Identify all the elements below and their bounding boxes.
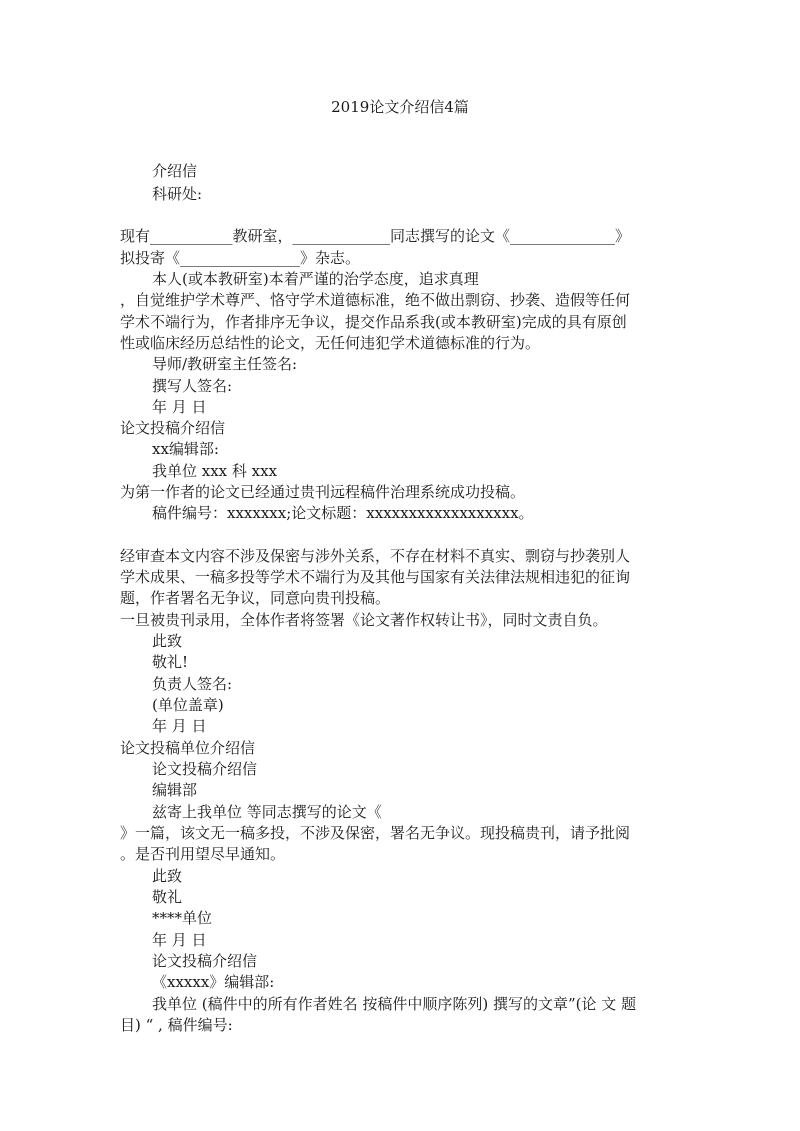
section-heading: 论文投稿介绍信 xyxy=(152,952,258,970)
text-line: (单位盖章) xyxy=(152,696,224,714)
text-line: 年 月 日 xyxy=(152,931,207,949)
text-line: 年 月 日 xyxy=(152,398,207,416)
text-line: 年 月 日 xyxy=(152,717,207,735)
text-line: 导师/教研室主任签名: xyxy=(152,355,298,373)
text-line: 此致 xyxy=(152,632,183,650)
text-line: 拟投寄《________________》杂志。 xyxy=(120,249,361,267)
text-line: 论文投稿介绍信 xyxy=(152,760,258,778)
text-line: 科研处: xyxy=(152,185,203,203)
text-line: xx编辑部: xyxy=(152,440,219,458)
text-line: 学术不端行为，作者排序无争议，提交作品系我(或本教研室)完成的具有原创 xyxy=(120,313,627,331)
text-line: 题，作者署名无争议，同意向贵刊投稿。 xyxy=(120,589,391,607)
text-line: 敬礼! xyxy=(152,653,189,671)
text-line: 介绍信 xyxy=(152,162,198,180)
text-line: 我单位 xxx 科 xxx xyxy=(152,462,278,480)
text-line: 一旦被贵刊录用，全体作者将签署《论文著作权转让书》，同时文责自负。 xyxy=(120,611,608,629)
text-line: 编辑部 xyxy=(152,781,198,799)
text-line: 学术成果、一稿多投等学术不端行为及其他与国家有关法律法规相违犯的征询 xyxy=(120,568,631,586)
text-line: 兹寄上我单位 等同志撰写的论文《 xyxy=(152,803,382,821)
document-title: 2019论文介绍信4篇 xyxy=(331,98,469,116)
text-line: 现有___________教研室，_____________同志撰写的论文《______________》 xyxy=(120,227,631,245)
text-line: 稿件编号：xxxxxxx;论文标题：xxxxxxxxxxxxxxxxxx。 xyxy=(152,504,534,522)
text-line: 为第一作者的论文已经通过贵刊远程稿件治理系统成功投稿。 xyxy=(120,483,526,501)
text-line: 目) “ , 稿件编号: xyxy=(120,1016,233,1034)
text-line: 撰写人签名: xyxy=(152,377,233,395)
text-line: 经审查本文内容不涉及保密与涉外关系，不存在材料不真实、剽窃与抄袭别人 xyxy=(120,547,631,565)
text-line: 敬礼 xyxy=(152,888,183,906)
text-line: 《xxxxx》编辑部: xyxy=(152,973,275,991)
text-line: 。是否刊用望尽早通知。 xyxy=(120,845,286,863)
text-line: 本人(或本教研室)本着严谨的治学态度，追求真理 xyxy=(152,270,479,288)
text-line: 性或临床经历总结性的论文，无任何违犯学术道德标准的行为。 xyxy=(120,334,541,352)
text-line: ，自觉维护学术尊严、恪守学术道德标准，绝不做出剽窃、抄袭、造假等任何 xyxy=(120,291,631,309)
text-line: 此致 xyxy=(152,867,183,885)
section-heading: 论文投稿介绍信 xyxy=(120,419,226,437)
section-heading: 论文投稿单位介绍信 xyxy=(120,739,256,757)
text-line: ****单位 xyxy=(152,909,213,927)
text-line: 》一篇，该文无一稿多投，不涉及保密，署名无争议。现投稿贵刊，请予批阅 xyxy=(120,824,631,842)
text-line: 我单位 (稿件中的所有作者姓名 按稿件中顺序陈列) 撰写的文章”(论 文 题 xyxy=(152,995,637,1013)
text-line: 负责人签名: xyxy=(152,675,233,693)
